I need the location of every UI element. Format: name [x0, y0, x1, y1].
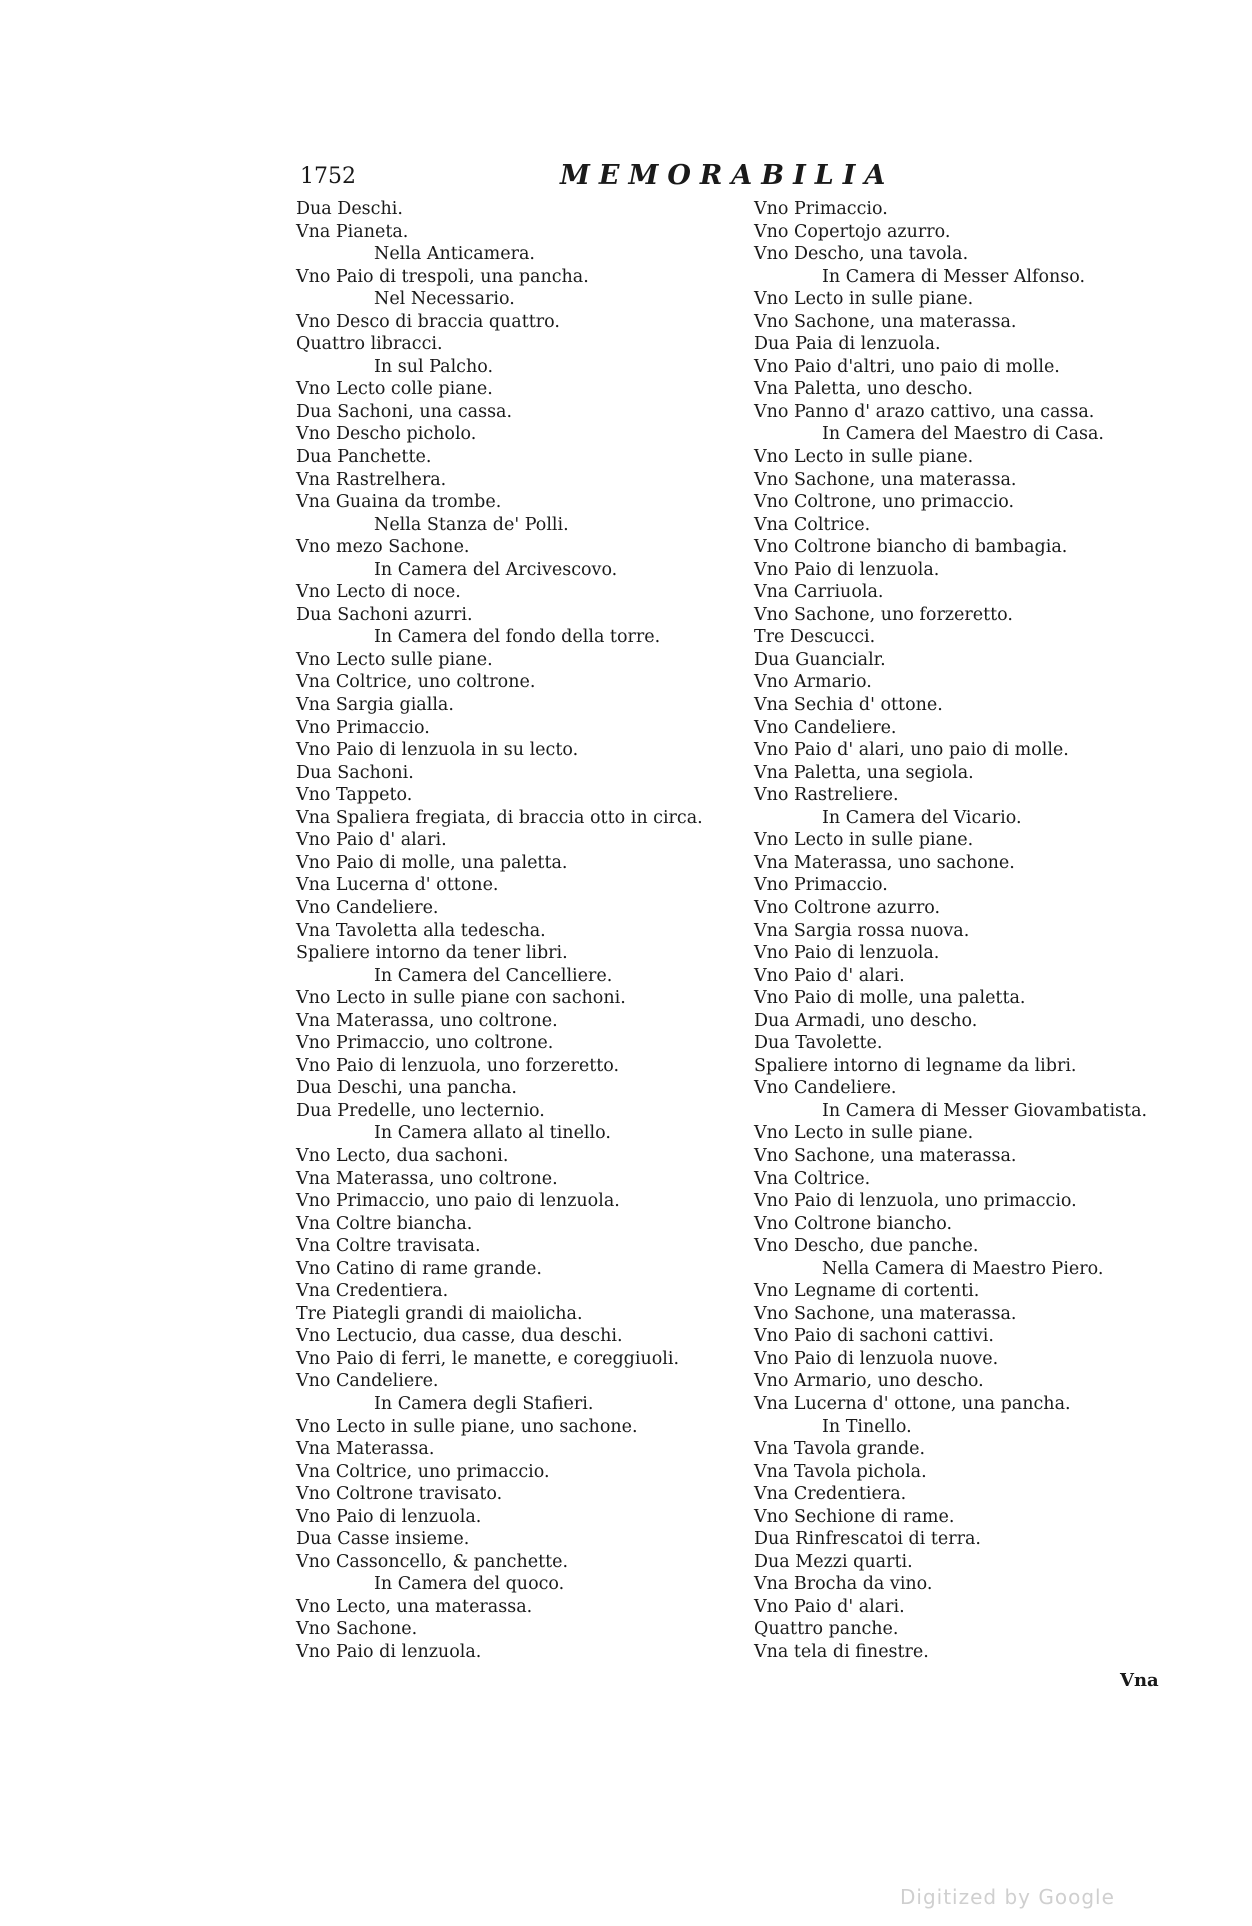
- inventory-line: Dua Sachoni, una cassa.: [296, 401, 513, 422]
- inventory-line: Vno Sachone, una materassa.: [754, 1303, 1017, 1324]
- inventory-line: Vna Coltrice.: [754, 1168, 871, 1189]
- room-heading: In Camera di Messer Alfonso.: [822, 266, 1086, 287]
- inventory-line: Vno Paio di lenzuola, uno primaccio.: [754, 1191, 1077, 1212]
- inventory-line: Vno Sachone, uno forzeretto.: [754, 604, 1013, 625]
- room-heading: In Camera di Messer Giovambatista.: [822, 1100, 1148, 1121]
- inventory-line: Vno Paio di lenzuola.: [754, 559, 940, 580]
- inventory-line: Vna Lucerna d' ottone.: [296, 875, 499, 896]
- inventory-line: Vno Coltrone biancho di bambagia.: [754, 537, 1068, 558]
- inventory-line: Vno Rastreliere.: [754, 785, 899, 806]
- inventory-line: Vno Lecto di noce.: [296, 582, 461, 603]
- inventory-line: Vno Paio d' alari.: [754, 965, 905, 986]
- inventory-line: Vna Sargia rossa nuova.: [754, 920, 970, 941]
- inventory-line: Vno Paio di lenzuola.: [296, 1506, 482, 1527]
- inventory-line: Vno Cassoncello, & panchette.: [296, 1551, 569, 1572]
- inventory-line: Vno Primaccio.: [754, 199, 888, 219]
- inventory-line: Vno Lectucio, dua casse, dua deschi.: [296, 1326, 623, 1347]
- inventory-line: Vno Legname di cortenti.: [754, 1281, 980, 1302]
- inventory-line: Vno Descho picholo.: [296, 424, 477, 445]
- inventory-line: Tre Piategli grandi di maiolicha.: [296, 1303, 583, 1324]
- inventory-line: Vna Credentiera.: [296, 1281, 449, 1302]
- inventory-line: Quattro libracci.: [296, 334, 443, 355]
- inventory-line: Vno Primaccio.: [754, 875, 888, 896]
- catchword: Vna: [1120, 1670, 1159, 1691]
- inventory-line: Vno Candeliere.: [754, 717, 897, 738]
- inventory-line: Vno Paio di ferri, le manette, e coreggiuoli.: [296, 1348, 680, 1369]
- room-heading: In Camera del fondo della torre.: [374, 627, 661, 648]
- room-heading: Nella Camera di Maestro Piero.: [822, 1258, 1104, 1279]
- inventory-line: Vno Coltrone travisato.: [296, 1484, 503, 1505]
- inventory-line: Vno Sachone, una materassa.: [754, 469, 1017, 490]
- inventory-line: Spaliere intorno di legname da libri.: [754, 1055, 1077, 1076]
- inventory-line: Dua Armadi, uno descho.: [754, 1010, 978, 1031]
- inventory-line: Vno Coltrone, uno primaccio.: [754, 492, 1015, 513]
- inventory-line: Vno Coltrone biancho.: [754, 1213, 953, 1234]
- inventory-line: Vna Sechia d' ottone.: [754, 695, 943, 716]
- room-heading: Nel Necessario.: [374, 289, 515, 310]
- inventory-line: Dua Panchette.: [296, 447, 432, 468]
- inventory-line: Vna Credentiera.: [754, 1484, 907, 1505]
- inventory-line: Vna Paletta, una segiola.: [754, 762, 974, 783]
- right-column: [754, 198, 1194, 1664]
- inventory-line: Vno mezo Sachone.: [296, 537, 470, 558]
- inventory-line: Vno Armario.: [754, 672, 872, 693]
- room-heading: In Camera del quoco.: [374, 1574, 565, 1595]
- inventory-line: Vno Lecto in sulle piane.: [754, 830, 974, 851]
- room-heading: Nella Anticamera.: [374, 244, 535, 265]
- inventory-line: Vno Lecto, dua sachoni.: [296, 1145, 509, 1166]
- room-heading: In Camera del Arcivescovo.: [374, 559, 618, 580]
- inventory-line: Vno Tappeto.: [296, 785, 413, 806]
- inventory-line: Vna Coltre biancha.: [296, 1213, 473, 1234]
- inventory-line: Vno Candeliere.: [296, 1371, 439, 1392]
- room-heading: In sul Palcho.: [374, 356, 494, 377]
- inventory-line: Vno Primaccio.: [296, 717, 430, 738]
- left-column: [296, 198, 736, 1664]
- inventory-line: Vno Primaccio, uno coltrone.: [296, 1033, 554, 1054]
- inventory-line: Vna Carriuola.: [754, 582, 884, 603]
- room-heading: In Camera allato al tinello.: [374, 1123, 611, 1144]
- inventory-line: Vno Sechione di rame.: [754, 1506, 955, 1527]
- inventory-line: Vno Lecto in sulle piane con sachoni.: [296, 988, 626, 1009]
- inventory-line: Vna Tavoletta alla tedescha.: [296, 920, 546, 941]
- room-heading: In Camera del Maestro di Casa.: [822, 424, 1104, 445]
- digitization-watermark: Digitized by Google: [900, 1885, 1115, 1909]
- inventory-line: Dua Sachoni.: [296, 762, 414, 783]
- inventory-line: Vno Candeliere.: [296, 897, 439, 918]
- inventory-line: Dua Tavolette.: [754, 1033, 883, 1054]
- inventory-line: Vno Copertojo azurro.: [754, 221, 951, 242]
- inventory-line: Vno Lecto in sulle piane.: [754, 447, 974, 468]
- inventory-line: Vno Paio di molle, una paletta.: [296, 852, 568, 873]
- inventory-line: Dua Casse insieme.: [296, 1529, 470, 1550]
- page-header: [0, 156, 1252, 196]
- page-number: 1752: [300, 164, 356, 189]
- inventory-line: Vna Coltre travisata.: [296, 1236, 481, 1257]
- inventory-line: Vna Coltrice, uno coltrone.: [296, 672, 536, 693]
- room-heading: In Tinello.: [822, 1416, 912, 1437]
- inventory-line: Dua Deschi.: [296, 199, 403, 219]
- inventory-line: Vno Sachone.: [296, 1619, 418, 1640]
- inventory-line: Vno Paio d' alari.: [296, 830, 447, 851]
- room-heading: In Camera degli Stafieri.: [374, 1393, 594, 1414]
- inventory-line: Vna Tavola grande.: [754, 1439, 926, 1460]
- inventory-line: Vno Paio di trespoli, una pancha.: [296, 266, 589, 287]
- room-heading: Nella Stanza de' Polli.: [374, 514, 569, 535]
- inventory-line: Vno Paio d'altri, uno paio di molle.: [754, 356, 1060, 377]
- inventory-line: Vna Sargia gialla.: [296, 695, 454, 716]
- inventory-line: Vno Lecto colle piane.: [296, 379, 493, 400]
- inventory-line: Vno Coltrone azurro.: [754, 897, 941, 918]
- inventory-line: Spaliere intorno da tener libri.: [296, 943, 568, 964]
- inventory-line: Vna Lucerna d' ottone, una pancha.: [754, 1393, 1071, 1414]
- inventory-line: Vno Lecto in sulle piane, uno sachone.: [296, 1416, 638, 1437]
- inventory-line: Vna Coltrice.: [754, 514, 871, 535]
- inventory-line: Vno Paio d' alari.: [754, 1596, 905, 1617]
- inventory-line: Vna Spaliera fregiata, di braccia otto in circa.: [296, 807, 703, 828]
- inventory-line: Vno Paio di sachoni cattivi.: [754, 1326, 994, 1347]
- inventory-line: Dua Guancialr.: [754, 649, 886, 670]
- inventory-line: Dua Mezzi quarti.: [754, 1551, 913, 1572]
- inventory-line: Dua Deschi, una pancha.: [296, 1078, 517, 1099]
- inventory-line: Vno Lecto in sulle piane.: [754, 289, 974, 310]
- inventory-line: Vno Paio di lenzuola.: [754, 943, 940, 964]
- inventory-line: Vno Descho, due panche.: [754, 1236, 979, 1257]
- inventory-line: Vna Pianeta.: [296, 221, 409, 242]
- inventory-line: Vna Materassa, uno coltrone.: [296, 1010, 558, 1031]
- inventory-line: Vna Materassa, uno coltrone.: [296, 1168, 558, 1189]
- inventory-line: Vna Materassa.: [296, 1439, 435, 1460]
- inventory-line: Vno Desco di braccia quattro.: [296, 311, 560, 332]
- inventory-line: Vno Panno d' arazo cattivo, una cassa.: [754, 401, 1095, 422]
- running-title: MEMORABILIA: [560, 160, 895, 191]
- inventory-line: Tre Descucci.: [754, 627, 876, 648]
- inventory-line: Vna Brocha da vino.: [754, 1574, 933, 1595]
- inventory-line: Vno Catino di rame grande.: [296, 1258, 542, 1279]
- inventory-line: Vno Armario, uno descho.: [754, 1371, 984, 1392]
- inventory-line: Vno Paio di lenzuola nuove.: [754, 1348, 999, 1369]
- inventory-line: Vno Sachone, una materassa.: [754, 1145, 1017, 1166]
- inventory-line: Vna Paletta, uno descho.: [754, 379, 973, 400]
- inventory-line: Vno Paio di lenzuola, uno forzeretto.: [296, 1055, 620, 1076]
- inventory-line: Vna Guaina da trombe.: [296, 492, 502, 513]
- room-heading: In Camera del Vicario.: [822, 807, 1022, 828]
- inventory-line: Vna Tavola pichola.: [754, 1461, 927, 1482]
- inventory-line: Vno Lecto, una materassa.: [296, 1596, 533, 1617]
- inventory-line: Vno Lecto sulle piane.: [296, 649, 493, 670]
- inventory-line: Dua Sachoni azurri.: [296, 604, 473, 625]
- inventory-line: Vna Coltrice, uno primaccio.: [296, 1461, 550, 1482]
- inventory-line: Dua Paia di lenzuola.: [754, 334, 941, 355]
- inventory-line: Vna tela di finestre.: [754, 1642, 929, 1662]
- inventory-line: Vna Rastrelhera.: [296, 469, 447, 490]
- room-heading: In Camera del Cancelliere.: [374, 965, 613, 986]
- inventory-line: Vno Paio d' alari, uno paio di molle.: [754, 740, 1069, 761]
- inventory-line: Quattro panche.: [754, 1619, 899, 1640]
- inventory-line: Vno Primaccio, uno paio di lenzuola.: [296, 1191, 620, 1212]
- inventory-line: Vna Materassa, uno sachone.: [754, 852, 1015, 873]
- inventory-line: Vno Descho, una tavola.: [754, 244, 969, 265]
- inventory-line: Vno Sachone, una materassa.: [754, 311, 1017, 332]
- inventory-line: Vno Lecto in sulle piane.: [754, 1123, 974, 1144]
- inventory-line: Vno Candeliere.: [754, 1078, 897, 1099]
- inventory-line: Vno Paio di lenzuola.: [296, 1642, 482, 1662]
- inventory-line: Dua Predelle, uno lecternio.: [296, 1100, 545, 1121]
- inventory-line: Dua Rinfrescatoi di terra.: [754, 1529, 981, 1550]
- inventory-line: Vno Paio di lenzuola in su lecto.: [296, 740, 579, 761]
- inventory-line: Vno Paio di molle, una paletta.: [754, 988, 1026, 1009]
